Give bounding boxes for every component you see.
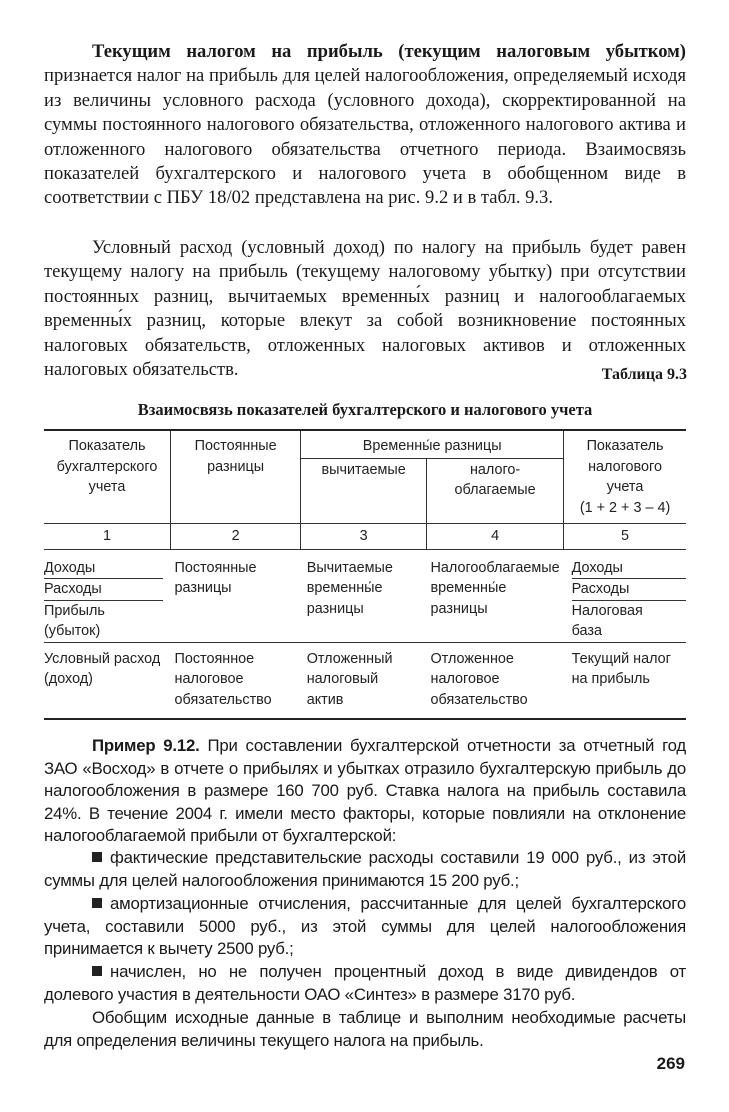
cell-accounting-items [44, 549, 171, 642]
table-title: Взаимосвязь показателей бухгалтерского и налогового учета [137, 400, 593, 419]
header-temporary-differences: Временны́е разницы [301, 430, 564, 458]
header-deductible: вычитаемые [301, 458, 427, 523]
example-intro-text: При составлении бухгалтерской отчетности за отчетный год ЗАО «Восход» в отчете о прибылях и убытках отразило бухгалтерскую прибыль до налогообложения в размере 160 700 руб. Ставка налога на прибыль составила 24%. В течение 2004 г. имели место факторы, которые повлияли на отклонение налогооблагаемой прибыли от бухгалтерской: [44, 736, 686, 846]
example-bullet-3 [44, 961, 686, 1006]
column-number-3: 3 [301, 524, 427, 550]
column-number-1: 1 [44, 524, 171, 550]
example-intro [44, 735, 686, 848]
header-permanent-differences: Постоянные разницы [171, 430, 301, 524]
cell-current-income-tax: Текущий налог на прибыль [564, 642, 686, 719]
tax-item-expenses: Расходы [572, 579, 686, 601]
header-taxable-part2: облагаемые [454, 482, 536, 499]
bullet-text: фактические представительские расходы составили 19 000 руб., из этой суммы для целей налогообложения принимаются 15 200 руб.; [44, 848, 686, 890]
header-tax-formula: (1 + 2 + 3 – 4) [579, 499, 671, 516]
cell-permanent-tax-liability: Постоянное налоговое обязательство [171, 642, 301, 719]
bullet-square-icon [92, 898, 102, 908]
header-tax-indicator [564, 430, 686, 524]
bullet-square-icon [92, 966, 102, 976]
cell-permanent-differences: Постоянные разницы [174, 559, 257, 596]
definition-text: признается налог на прибыль для целей налогообложения, определяемый исходя из величины условного расхода (условного дохода), скорректированной на суммы постоянного налогового обязательства, отложенного налогового актива и отложенного налогового обязательства отчетного периода. Взаимосвязь показателей бухгалтерского и налогового учета в обобщенном виде в соответствии с ПБУ 18/02 представлена на рис. 9.2 и в табл. 9.3. [44, 65, 686, 209]
example-bullet-2 [44, 893, 686, 961]
paragraph-conditional-expense: Условный расход (условный доход) по налогу на прибыль будет равен текущему налогу на прибыль (текущему налоговому убытку) при отсутствии постоянных разниц, вычитаемых временны́х разниц и налогооблагаемых временны́х разниц, которые влекут за собой возникновение постоянных налоговых обязательств, отложенных налоговых активов и отложенных налоговых обязательств. [44, 237, 686, 381]
cell-deferred-tax-liability: Отложенное налоговое обязательство [427, 642, 564, 719]
page-number: 269 [656, 1054, 685, 1073]
item-profit-loss: Прибыль (убыток) [44, 602, 105, 639]
column-number-5: 5 [564, 524, 686, 550]
header-accounting-indicator: Показатель бухгалтерского учета [44, 430, 171, 524]
table-number: Таблица 9.3 [601, 366, 687, 383]
column-number-2: 2 [171, 524, 301, 550]
example-bullet-1 [44, 847, 686, 892]
accounting-tax-relationship-table [44, 429, 686, 720]
cell-conditional-expense: Условный расход (доход) [44, 642, 171, 719]
tax-item-income: Доходы [572, 558, 686, 580]
cell-tax-items [564, 549, 686, 642]
table-row [44, 642, 686, 719]
example-closing: Обобщим исходные данные в таблице и выполним необходимые расчеты для определения величины текущего налога на прибыль. [44, 1008, 686, 1050]
cell-deferred-tax-asset: Отложенный налоговый актив [301, 642, 427, 719]
item-income: Доходы [44, 558, 163, 580]
item-expenses: Расходы [44, 579, 163, 601]
cell-taxable-differences: Налогооблагаемые временны́е разницы [430, 559, 560, 617]
cell-deductible-differences: Вычитаемые временны́е разницы [306, 559, 393, 617]
bullet-text: начислен, но не получен процентный доход в виде дивидендов от долевого участия в деятельности ОАО «Синтез» в размере 3170 руб. [44, 962, 686, 1004]
table-row [44, 549, 686, 642]
bullet-square-icon [92, 852, 102, 862]
header-taxable-part1: налого- [469, 461, 521, 478]
header-tax-indicator-label: Показатель налогового учета [586, 438, 664, 495]
tax-item-base: Налоговая база [571, 602, 643, 639]
paragraph-current-tax-definition [44, 40, 686, 211]
term-current-tax: Текущим налогом на прибыль (текущим налоговым убытком) [92, 41, 686, 62]
column-number-4: 4 [427, 524, 564, 550]
header-taxable [427, 458, 564, 523]
example-label: Пример 9.12. [92, 736, 200, 755]
bullet-text: амортизационные отчисления, рассчитанные для целей бухгалтерского учета, составили 5000 руб., из этой суммы для целей налогообложения принимается к вычету 2500 руб.; [44, 894, 686, 959]
